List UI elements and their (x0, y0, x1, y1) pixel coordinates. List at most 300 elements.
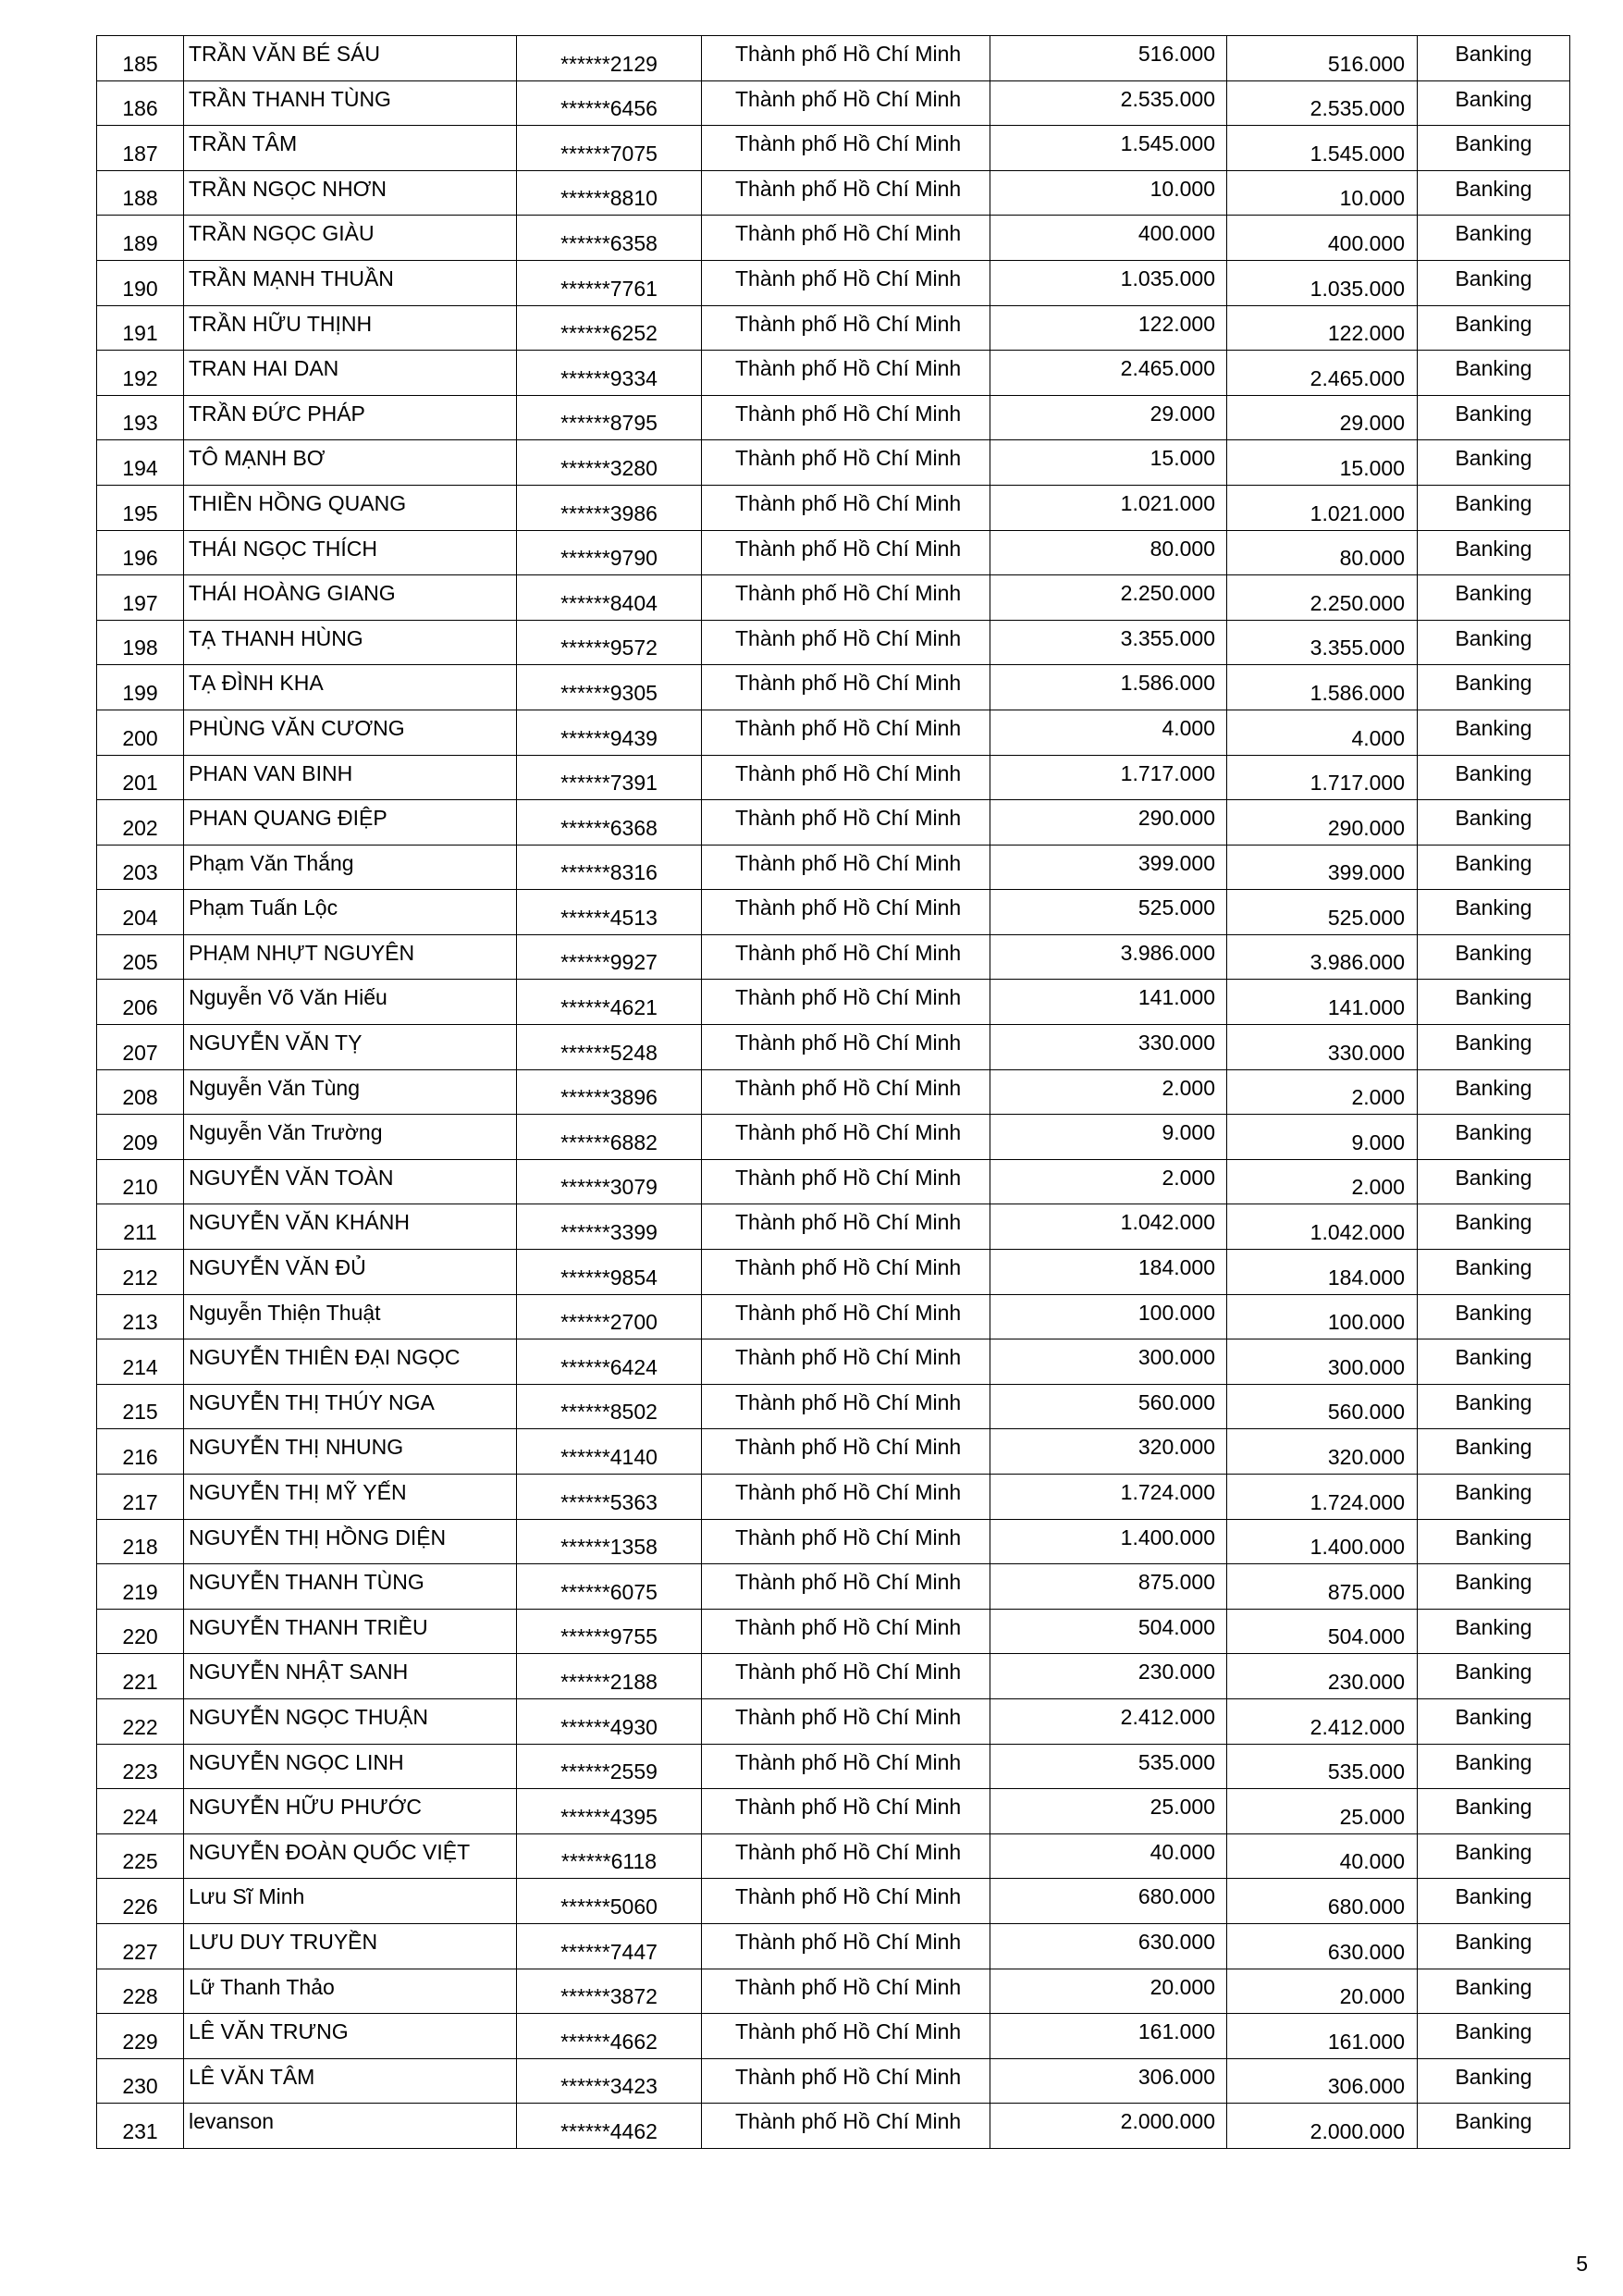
row-number: 195 (97, 485, 184, 530)
row-number: 219 (97, 1564, 184, 1610)
table-row (97, 1969, 1570, 2014)
city: Thành phố Hồ Chí Minh (702, 665, 990, 710)
row-number: 226 (97, 1879, 184, 1924)
account-number: ******8795 (517, 395, 702, 440)
donor-name: NGUYỄN THIÊN ĐẠI NGỌC (184, 1339, 517, 1385)
row-number: 186 (97, 80, 184, 126)
donor-name: THÁI HOÀNG GIANG (184, 575, 517, 621)
donor-name: THIỀN HỒNG QUANG (184, 485, 517, 530)
row-number: 189 (97, 216, 184, 261)
amount: 40.000 (990, 1833, 1227, 1879)
city: Thành phố Hồ Chí Minh (702, 2058, 990, 2104)
city: Thành phố Hồ Chí Minh (702, 1833, 990, 1879)
donor-name: levanson (184, 2104, 517, 2149)
amount: 184.000 (990, 1250, 1227, 1295)
city: Thành phố Hồ Chí Minh (702, 1564, 990, 1610)
table-row (97, 1429, 1570, 1475)
table-row (97, 1339, 1570, 1385)
donor-name: TẠ ĐÌNH KHA (184, 665, 517, 710)
amount-received: 3.986.000 (1227, 934, 1418, 980)
city: Thành phố Hồ Chí Minh (702, 980, 990, 1025)
account-number: ******9334 (517, 351, 702, 396)
city: Thành phố Hồ Chí Minh (702, 845, 990, 890)
table-row (97, 800, 1570, 846)
amount: 399.000 (990, 845, 1227, 890)
row-number: 211 (97, 1204, 184, 1250)
table-row (97, 2058, 1570, 2104)
row-number: 231 (97, 2104, 184, 2149)
donor-name: TRẦN NGỌC NHƠN (184, 170, 517, 216)
account-number: ******8404 (517, 575, 702, 621)
payment-method: Banking (1418, 1923, 1570, 1969)
amount-received: 400.000 (1227, 216, 1418, 261)
account-number: ******4462 (517, 2104, 702, 2149)
account-number: ******2700 (517, 1294, 702, 1339)
amount-received: 122.000 (1227, 305, 1418, 351)
row-number: 190 (97, 260, 184, 305)
payment-method: Banking (1418, 620, 1570, 665)
account-number: ******5060 (517, 1879, 702, 1924)
table-row (97, 395, 1570, 440)
account-number: ******6252 (517, 305, 702, 351)
city: Thành phố Hồ Chí Minh (702, 80, 990, 126)
row-number: 188 (97, 170, 184, 216)
donor-name: NGUYỄN THỊ NHUNG (184, 1429, 517, 1475)
amount-received: 2.000 (1227, 1159, 1418, 1204)
city: Thành phố Hồ Chí Minh (702, 170, 990, 216)
row-number: 201 (97, 755, 184, 800)
table-row (97, 1879, 1570, 1924)
amount: 680.000 (990, 1879, 1227, 1924)
account-number: ******7447 (517, 1923, 702, 1969)
payment-method: Banking (1418, 710, 1570, 755)
account-number: ******8502 (517, 1384, 702, 1429)
amount: 2.000 (990, 1159, 1227, 1204)
amount: 29.000 (990, 395, 1227, 440)
table-row (97, 305, 1570, 351)
amount-received: 1.042.000 (1227, 1204, 1418, 1250)
donor-name: NGUYỄN VĂN ĐỦ (184, 1250, 517, 1295)
payment-method: Banking (1418, 1429, 1570, 1475)
amount: 400.000 (990, 216, 1227, 261)
city: Thành phố Hồ Chí Minh (702, 126, 990, 171)
account-number: ******8316 (517, 845, 702, 890)
amount-received: 2.412.000 (1227, 1698, 1418, 1744)
city: Thành phố Hồ Chí Minh (702, 1115, 990, 1160)
payment-method: Banking (1418, 440, 1570, 486)
amount: 320.000 (990, 1429, 1227, 1475)
city: Thành phố Hồ Chí Minh (702, 1969, 990, 2014)
city: Thành phố Hồ Chí Minh (702, 1519, 990, 1564)
payment-method: Banking (1418, 1609, 1570, 1654)
account-number: ******2188 (517, 1654, 702, 1699)
amount-received: 25.000 (1227, 1789, 1418, 1834)
account-number: ******5363 (517, 1475, 702, 1520)
city: Thành phố Hồ Chí Minh (702, 351, 990, 396)
row-number: 230 (97, 2058, 184, 2104)
amount: 1.586.000 (990, 665, 1227, 710)
donor-name: TRAN HAI DAN (184, 351, 517, 396)
account-number: ******9572 (517, 620, 702, 665)
payment-method: Banking (1418, 665, 1570, 710)
amount: 875.000 (990, 1564, 1227, 1610)
donor-name: NGUYỄN NHẬT SANH (184, 1654, 517, 1699)
payment-method: Banking (1418, 530, 1570, 575)
table-row (97, 260, 1570, 305)
payment-method: Banking (1418, 2014, 1570, 2059)
amount-received: 875.000 (1227, 1564, 1418, 1610)
row-number: 193 (97, 395, 184, 440)
amount: 560.000 (990, 1384, 1227, 1429)
donor-name: PHÙNG VĂN CƯƠNG (184, 710, 517, 755)
city: Thành phố Hồ Chí Minh (702, 1744, 990, 1789)
amount: 9.000 (990, 1115, 1227, 1160)
city: Thành phố Hồ Chí Minh (702, 1879, 990, 1924)
row-number: 222 (97, 1698, 184, 1744)
account-number: ******6368 (517, 800, 702, 846)
donor-name: NGUYỄN THỊ THÚY NGA (184, 1384, 517, 1429)
amount-received: 560.000 (1227, 1384, 1418, 1429)
table-row (97, 1159, 1570, 1204)
city: Thành phố Hồ Chí Minh (702, 1294, 990, 1339)
amount: 80.000 (990, 530, 1227, 575)
city: Thành phố Hồ Chí Minh (702, 2014, 990, 2059)
payment-method: Banking (1418, 216, 1570, 261)
city: Thành phố Hồ Chí Minh (702, 1339, 990, 1385)
payment-method: Banking (1418, 1069, 1570, 1115)
donor-name: NGUYỄN NGỌC THUẬN (184, 1698, 517, 1744)
amount-received: 290.000 (1227, 800, 1418, 846)
table-row (97, 1923, 1570, 1969)
donor-name: NGUYỄN VĂN TỴ (184, 1025, 517, 1070)
donor-name: NGUYỄN THỊ HỒNG DIỆN (184, 1519, 517, 1564)
donor-name: TẠ THANH HÙNG (184, 620, 517, 665)
table-row (97, 440, 1570, 486)
account-number: ******9927 (517, 934, 702, 980)
table-row (97, 1204, 1570, 1250)
city: Thành phố Hồ Chí Minh (702, 485, 990, 530)
amount: 3.986.000 (990, 934, 1227, 980)
row-number: 225 (97, 1833, 184, 1879)
city: Thành phố Hồ Chí Minh (702, 1789, 990, 1834)
table-row (97, 1744, 1570, 1789)
table-row (97, 1115, 1570, 1160)
row-number: 210 (97, 1159, 184, 1204)
payment-method: Banking (1418, 1833, 1570, 1879)
payment-method: Banking (1418, 126, 1570, 171)
city: Thành phố Hồ Chí Minh (702, 1384, 990, 1429)
row-number: 207 (97, 1025, 184, 1070)
account-number: ******3079 (517, 1159, 702, 1204)
account-number: ******3423 (517, 2058, 702, 2104)
amount: 230.000 (990, 1654, 1227, 1699)
amount: 535.000 (990, 1744, 1227, 1789)
donor-name: NGUYỄN ĐOÀN QUỐC VIỆT (184, 1833, 517, 1879)
amount-received: 525.000 (1227, 890, 1418, 935)
account-number: ******6075 (517, 1564, 702, 1610)
row-number: 217 (97, 1475, 184, 1520)
payment-method: Banking (1418, 1564, 1570, 1610)
payment-method: Banking (1418, 170, 1570, 216)
city: Thành phố Hồ Chí Minh (702, 530, 990, 575)
row-number: 209 (97, 1115, 184, 1160)
payment-method: Banking (1418, 1339, 1570, 1385)
row-number: 221 (97, 1654, 184, 1699)
table-row (97, 1564, 1570, 1610)
account-number: ******9305 (517, 665, 702, 710)
account-number: ******7391 (517, 755, 702, 800)
table-row (97, 351, 1570, 396)
amount: 516.000 (990, 36, 1227, 81)
account-number: ******9790 (517, 530, 702, 575)
row-number: 208 (97, 1069, 184, 1115)
amount-received: 535.000 (1227, 1744, 1418, 1789)
table-row (97, 36, 1570, 81)
account-number: ******4513 (517, 890, 702, 935)
row-number: 197 (97, 575, 184, 621)
table-body (97, 36, 1570, 2149)
row-number: 199 (97, 665, 184, 710)
row-number: 220 (97, 1609, 184, 1654)
amount: 2.000.000 (990, 2104, 1227, 2149)
amount: 20.000 (990, 1969, 1227, 2014)
amount: 504.000 (990, 1609, 1227, 1654)
row-number: 218 (97, 1519, 184, 1564)
city: Thành phố Hồ Chí Minh (702, 1609, 990, 1654)
amount: 10.000 (990, 170, 1227, 216)
amount: 122.000 (990, 305, 1227, 351)
payment-method: Banking (1418, 575, 1570, 621)
row-number: 187 (97, 126, 184, 171)
amount-received: 306.000 (1227, 2058, 1418, 2104)
donor-name: NGUYỄN VĂN TOÀN (184, 1159, 517, 1204)
account-number: ******3872 (517, 1969, 702, 2014)
payment-method: Banking (1418, 1744, 1570, 1789)
city: Thành phố Hồ Chí Minh (702, 710, 990, 755)
donor-name: PHAN VAN BINH (184, 755, 517, 800)
city: Thành phố Hồ Chí Minh (702, 934, 990, 980)
account-number: ******5248 (517, 1025, 702, 1070)
amount-received: 80.000 (1227, 530, 1418, 575)
donor-name: Phạm Văn Thắng (184, 845, 517, 890)
table-row (97, 1294, 1570, 1339)
donor-name: PHẠM NHỰT NGUYÊN (184, 934, 517, 980)
donation-table (96, 35, 1570, 2149)
table-row (97, 1475, 1570, 1520)
table-row (97, 530, 1570, 575)
table-row (97, 80, 1570, 126)
payment-method: Banking (1418, 1159, 1570, 1204)
amount-received: 141.000 (1227, 980, 1418, 1025)
account-number: ******4395 (517, 1789, 702, 1834)
city: Thành phố Hồ Chí Minh (702, 1475, 990, 1520)
row-number: 224 (97, 1789, 184, 1834)
city: Thành phố Hồ Chí Minh (702, 1698, 990, 1744)
account-number: ******2559 (517, 1744, 702, 1789)
account-number: ******4140 (517, 1429, 702, 1475)
amount-received: 230.000 (1227, 1654, 1418, 1699)
table-row (97, 485, 1570, 530)
account-number: ******1358 (517, 1519, 702, 1564)
amount: 100.000 (990, 1294, 1227, 1339)
row-number: 194 (97, 440, 184, 486)
page-number: 5 (1576, 2252, 1588, 2276)
city: Thành phố Hồ Chí Minh (702, 755, 990, 800)
amount: 4.000 (990, 710, 1227, 755)
amount: 15.000 (990, 440, 1227, 486)
donor-name: TRẦN HỮU THỊNH (184, 305, 517, 351)
row-number: 229 (97, 2014, 184, 2059)
amount-received: 2.000.000 (1227, 2104, 1418, 2149)
row-number: 228 (97, 1969, 184, 2014)
table-row (97, 2014, 1570, 2059)
account-number: ******4662 (517, 2014, 702, 2059)
amount: 330.000 (990, 1025, 1227, 1070)
amount-received: 2.250.000 (1227, 575, 1418, 621)
account-number: ******7075 (517, 126, 702, 171)
city: Thành phố Hồ Chí Minh (702, 2104, 990, 2149)
donor-name: TRẦN THANH TÙNG (184, 80, 517, 126)
donor-name: NGUYỄN NGỌC LINH (184, 1744, 517, 1789)
city: Thành phố Hồ Chí Minh (702, 395, 990, 440)
payment-method: Banking (1418, 755, 1570, 800)
amount-received: 1.586.000 (1227, 665, 1418, 710)
table-row (97, 2104, 1570, 2149)
amount: 306.000 (990, 2058, 1227, 2104)
table-row (97, 1519, 1570, 1564)
payment-method: Banking (1418, 395, 1570, 440)
amount: 300.000 (990, 1339, 1227, 1385)
payment-method: Banking (1418, 2104, 1570, 2149)
city: Thành phố Hồ Chí Minh (702, 1069, 990, 1115)
payment-method: Banking (1418, 980, 1570, 1025)
amount: 1.035.000 (990, 260, 1227, 305)
amount: 290.000 (990, 800, 1227, 846)
donor-name: NGUYỄN VĂN KHÁNH (184, 1204, 517, 1250)
amount-received: 29.000 (1227, 395, 1418, 440)
amount: 2.465.000 (990, 351, 1227, 396)
table-row (97, 890, 1570, 935)
payment-method: Banking (1418, 1294, 1570, 1339)
payment-method: Banking (1418, 1654, 1570, 1699)
city: Thành phố Hồ Chí Minh (702, 1159, 990, 1204)
table-row (97, 755, 1570, 800)
donor-name: LÊ VĂN TRƯNG (184, 2014, 517, 2059)
amount: 2.000 (990, 1069, 1227, 1115)
donor-name: Lưu Sĩ Minh (184, 1879, 517, 1924)
account-number: ******4930 (517, 1698, 702, 1744)
amount-received: 3.355.000 (1227, 620, 1418, 665)
amount: 630.000 (990, 1923, 1227, 1969)
amount-received: 40.000 (1227, 1833, 1418, 1879)
account-number: ******8810 (517, 170, 702, 216)
payment-method: Banking (1418, 260, 1570, 305)
donor-name: NGUYỄN THANH TÙNG (184, 1564, 517, 1610)
table-row (97, 1609, 1570, 1654)
row-number: 215 (97, 1384, 184, 1429)
amount: 2.535.000 (990, 80, 1227, 126)
amount-received: 2.000 (1227, 1069, 1418, 1115)
account-number: ******6118 (517, 1833, 702, 1879)
payment-method: Banking (1418, 1250, 1570, 1295)
row-number: 202 (97, 800, 184, 846)
amount-received: 504.000 (1227, 1609, 1418, 1654)
payment-method: Banking (1418, 1025, 1570, 1070)
city: Thành phố Hồ Chí Minh (702, 216, 990, 261)
account-number: ******6882 (517, 1115, 702, 1160)
payment-method: Banking (1418, 1879, 1570, 1924)
city: Thành phố Hồ Chí Minh (702, 305, 990, 351)
payment-method: Banking (1418, 80, 1570, 126)
payment-method: Banking (1418, 1475, 1570, 1520)
city: Thành phố Hồ Chí Minh (702, 1204, 990, 1250)
donor-name: PHAN QUANG ĐIỆP (184, 800, 517, 846)
donor-name: TÔ MẠNH BƠ (184, 440, 517, 486)
donor-name: NGUYỄN THỊ MỸ YẾN (184, 1475, 517, 1520)
row-number: 223 (97, 1744, 184, 1789)
account-number: ******9854 (517, 1250, 702, 1295)
amount-received: 1.035.000 (1227, 260, 1418, 305)
row-number: 203 (97, 845, 184, 890)
account-number: ******6358 (517, 216, 702, 261)
payment-method: Banking (1418, 351, 1570, 396)
donor-name: TRẦN TÂM (184, 126, 517, 171)
table-row (97, 1833, 1570, 1879)
amount-received: 10.000 (1227, 170, 1418, 216)
amount-received: 320.000 (1227, 1429, 1418, 1475)
amount-received: 1.021.000 (1227, 485, 1418, 530)
account-number: ******9439 (517, 710, 702, 755)
city: Thành phố Hồ Chí Minh (702, 575, 990, 621)
amount-received: 161.000 (1227, 2014, 1418, 2059)
amount-received: 1.400.000 (1227, 1519, 1418, 1564)
table-row (97, 170, 1570, 216)
amount: 1.545.000 (990, 126, 1227, 171)
table-row (97, 620, 1570, 665)
payment-method: Banking (1418, 890, 1570, 935)
city: Thành phố Hồ Chí Minh (702, 1025, 990, 1070)
payment-method: Banking (1418, 800, 1570, 846)
table-row (97, 665, 1570, 710)
donor-name: LÊ VĂN TÂM (184, 2058, 517, 2104)
table-row (97, 1025, 1570, 1070)
donor-name: Nguyễn Võ Văn Hiếu (184, 980, 517, 1025)
donor-name: Nguyễn Thiện Thuật (184, 1294, 517, 1339)
donor-name: Lữ Thanh Thảo (184, 1969, 517, 2014)
payment-method: Banking (1418, 1115, 1570, 1160)
payment-method: Banking (1418, 485, 1570, 530)
amount: 141.000 (990, 980, 1227, 1025)
account-number: ******9755 (517, 1609, 702, 1654)
row-number: 198 (97, 620, 184, 665)
table-row (97, 1789, 1570, 1834)
amount-received: 1.724.000 (1227, 1475, 1418, 1520)
amount-received: 184.000 (1227, 1250, 1418, 1295)
payment-method: Banking (1418, 36, 1570, 81)
account-number: ******6456 (517, 80, 702, 126)
row-number: 192 (97, 351, 184, 396)
city: Thành phố Hồ Chí Minh (702, 440, 990, 486)
amount-received: 2.535.000 (1227, 80, 1418, 126)
amount-received: 630.000 (1227, 1923, 1418, 1969)
payment-method: Banking (1418, 1204, 1570, 1250)
amount-received: 15.000 (1227, 440, 1418, 486)
donor-name: NGUYỄN THANH TRIỀU (184, 1609, 517, 1654)
amount: 2.250.000 (990, 575, 1227, 621)
amount: 161.000 (990, 2014, 1227, 2059)
table-row (97, 1069, 1570, 1115)
account-number: ******7761 (517, 260, 702, 305)
